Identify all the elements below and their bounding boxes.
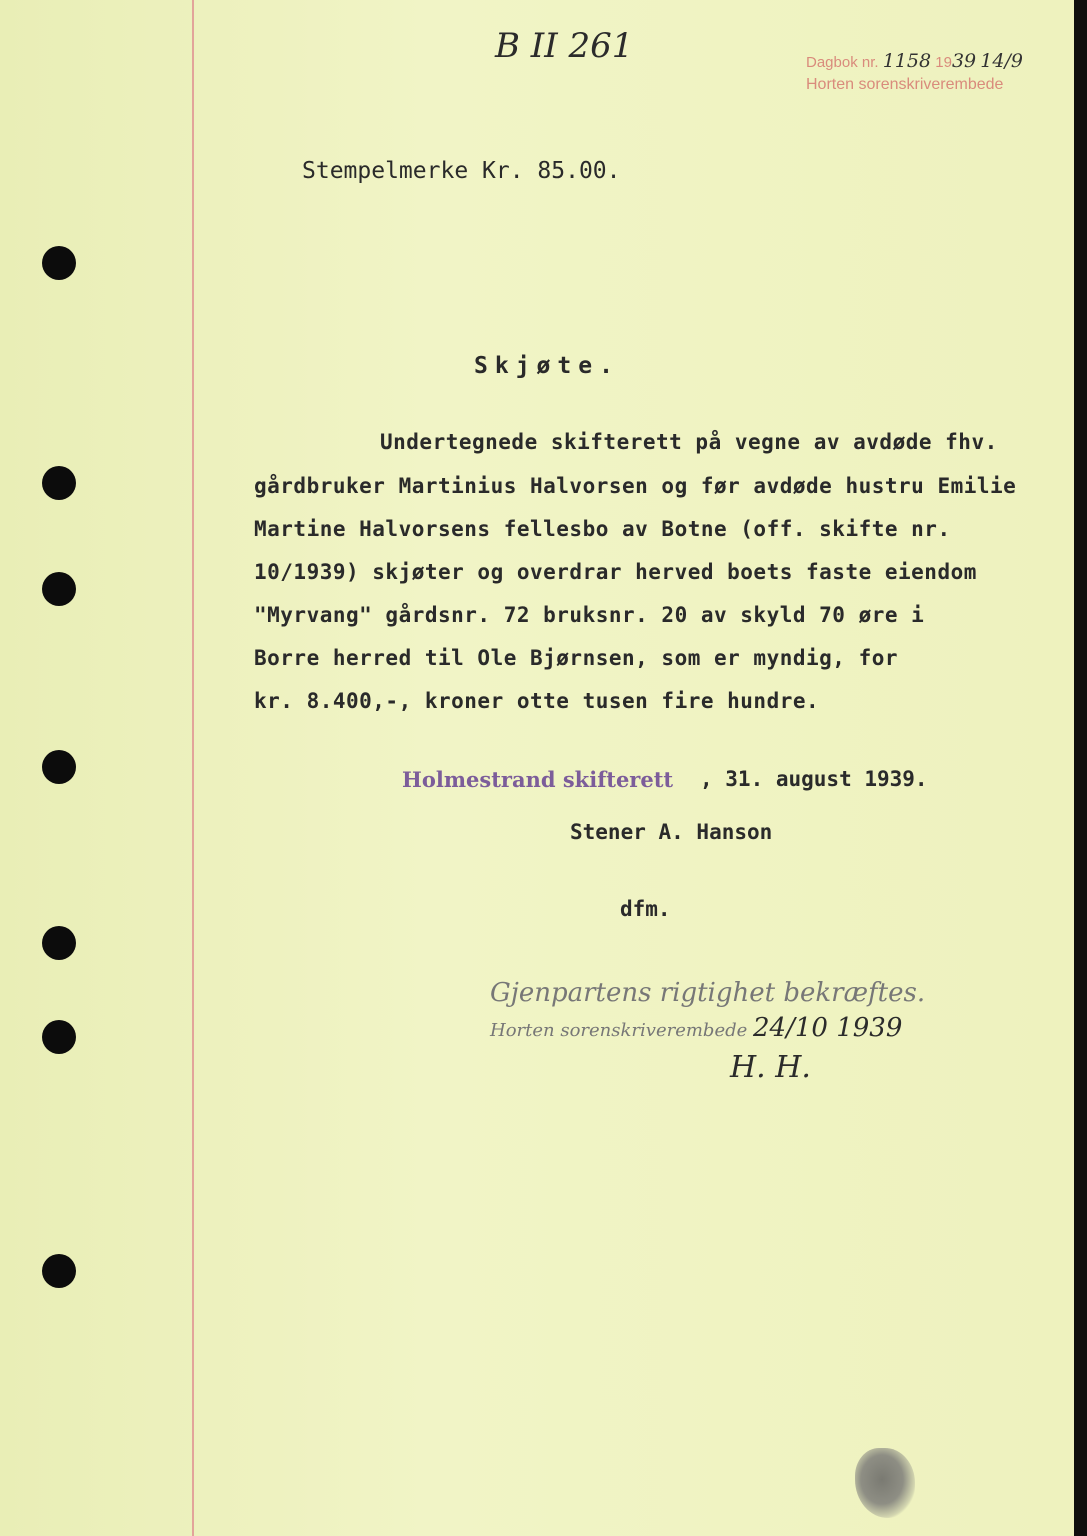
dagbok-number: 1158 [882, 50, 932, 72]
punch-hole [42, 750, 76, 784]
body-line: gårdbruker Martinius Halvorsen og før avdøde hustru Emilie [254, 474, 1017, 498]
body-line: 10/1939) skjøter og overdrar herved boets faste eiendom [254, 560, 977, 584]
body-line: "Myrvang" gårdsnr. 72 bruksnr. 20 av skyld 70 øre i [254, 603, 925, 627]
dagbok-date: 14/9 [980, 50, 1023, 72]
signer-name: Stener A. Hanson [570, 820, 773, 844]
body-line: Undertegnede skifterett på vegne av avdøde fhv. [380, 430, 998, 454]
stamp-duty-line: Stempelmerke Kr. 85.00. [302, 158, 621, 184]
punch-hole [42, 1254, 76, 1288]
dfm-note: dfm. [620, 897, 671, 921]
body-line: Borre herred til Ole Bjørnsen, som er myndig, for [254, 646, 899, 670]
certification-office: Horten sorenskriverembede [490, 1020, 748, 1041]
margin-line [192, 0, 194, 1536]
dagbok-year-prefix: 19 [935, 54, 952, 71]
punch-hole [42, 466, 76, 500]
certification-office-line [490, 1013, 902, 1043]
body-line: Martine Halvorsens fellesbo av Botne (off. skifte nr. [254, 517, 951, 541]
dagbok-label: Dagbok nr. [806, 54, 879, 71]
certification-line: Gjenpartens rigtighet bekræftes. [490, 978, 926, 1008]
reference-number: B II 261 [495, 26, 634, 66]
certification-initials: H. H. [730, 1050, 811, 1085]
punch-hole [42, 926, 76, 960]
dagbok-year-suffix: 39 [951, 50, 977, 72]
punch-hole [42, 246, 76, 280]
certification-date: 24/10 1939 [753, 1013, 903, 1043]
punch-hole [42, 1020, 76, 1054]
ink-smudge [855, 1448, 915, 1518]
document-title: Skjøte. [474, 353, 620, 379]
court-stamp: Holmestrand skifterett [402, 767, 674, 792]
dagbok-line [806, 50, 1023, 72]
office-name: Horten sorenskriverembede [806, 76, 1004, 93]
date-line: , 31. august 1939. [700, 767, 928, 791]
punch-hole [42, 572, 76, 606]
body-line: kr. 8.400,-, kroner otte tusen fire hundre. [254, 689, 820, 713]
